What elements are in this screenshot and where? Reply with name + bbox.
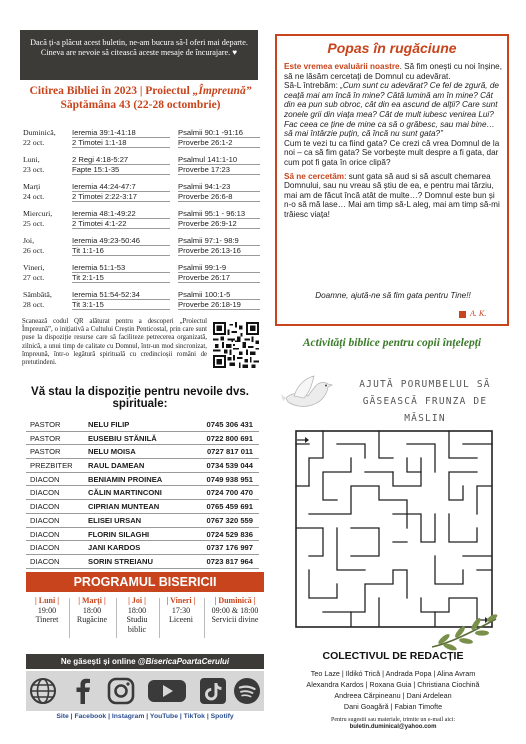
reading-psalms: Psalmii 100:1-5 Proverbe 26:18-19 xyxy=(178,290,260,310)
reading-primary: Ieremia 48:1-49:22 2 Timotei 4:1-22 xyxy=(72,209,170,229)
program-item: | Vineri | 17:30 Liceeni xyxy=(166,596,196,625)
reading-psalms: Psalmii 90:1 -91:16 Proverbe 26:1-2 xyxy=(178,128,260,148)
prayer-signature: A. K. xyxy=(470,309,487,318)
program-title: PROGRAMUL BISERICII xyxy=(26,572,264,592)
phone-number[interactable]: 0727 817 011 xyxy=(206,447,253,457)
reading-psalms: Psalmii 97:1- 98:9 Proverbe 26:13-16 xyxy=(178,236,260,256)
program-item: | Marți | 18:00 Rugăcine xyxy=(76,596,108,625)
prayer-body xyxy=(284,62,502,220)
olive-branch-icon xyxy=(430,613,500,651)
kids-title: Activități biblice pentru copii înțelepți xyxy=(302,337,482,349)
tiktok-icon[interactable] xyxy=(198,676,228,706)
maze-title: AJUTĂ PORUMBELUL SĂ GĂSEASCĂ FRUNZA DE MĂSLIN xyxy=(359,379,491,424)
day-label: Vineri, 27 oct. xyxy=(23,263,45,282)
reading-primary: Ieremia 51:1-53 Tit 2:1-15 xyxy=(72,263,170,283)
maze-puzzle[interactable] xyxy=(295,430,493,628)
reading-week: Săptămâna 43 (22-28 octombrie) xyxy=(60,99,221,111)
team-line: Alexandra Kardos | Roxana Guia | Christiana Ciochină xyxy=(306,680,480,689)
contact-row: DIACON BENIAMIN PROINEA 0749 938 951 xyxy=(26,473,259,487)
contact-email[interactable]: buletin.duminical@yahoo.com xyxy=(349,723,437,730)
contact-info: Pentru sugestii sau materiale, trimite un e-mail aici: buletin.duminical@yahoo.com xyxy=(331,717,455,730)
phone-number[interactable]: 0749 938 951 xyxy=(206,474,253,484)
facebook-icon[interactable] xyxy=(68,676,98,706)
program-item: | Joi | 18:00 Studiu biblic xyxy=(126,596,148,634)
phone-number[interactable]: 0737 176 997 xyxy=(206,543,253,553)
contact-list xyxy=(26,418,259,569)
social-handle[interactable]: @BisericaPoartaCerului xyxy=(137,657,230,666)
contact-row: PREZBITER RAUL DAMEAN 0734 539 044 xyxy=(26,459,259,473)
intro-banner: Dacă ți-a plăcut acest buletin, ne-am bucura să-l oferi mai departe. Cineva are nevoie să citească aceste mesaje de încurajare. ♥ xyxy=(20,30,258,80)
online-banner: Ne găsești și online @BisericaPoartaCerului xyxy=(26,654,264,669)
day-label: Duminică, 22 oct. xyxy=(23,128,56,147)
contact-row: PASTOR NELU FILIP 0745 306 431 xyxy=(26,418,259,432)
contact-row: DIACON CIPRIAN MUNTEAN 0765 459 691 xyxy=(26,500,259,514)
phone-number[interactable]: 0723 817 964 xyxy=(206,556,253,566)
instagram-icon[interactable] xyxy=(106,676,136,706)
availability-title: Vă stau la dispoziție pentru nevoile dvs. spirituale: xyxy=(31,386,249,410)
reading-psalms: Psalmii 95:1 - 96:13 Proverbe 26:9-12 xyxy=(178,209,260,229)
contact-row: DIACON CĂLIN MARTINCONI 0724 700 470 xyxy=(26,486,259,500)
signature-mark xyxy=(459,311,466,318)
reading-title: Citirea Bibliei în 2023 | Proiectul „Împreună” xyxy=(29,85,252,97)
contact-row: DIACON SORIN STREIANU 0723 817 964 xyxy=(26,555,259,569)
program-item: | Luni | 19:00 Tineret xyxy=(35,596,59,625)
contact-row: DIACON FLORIN SILAGHI 0724 529 836 xyxy=(26,528,259,542)
phone-number[interactable]: 0722 800 691 xyxy=(206,433,253,443)
reading-psalms: Psalmii 99:1-9 Proverbe 26:17 xyxy=(178,263,260,283)
spotify-icon[interactable] xyxy=(232,676,262,706)
social-icons xyxy=(26,671,264,711)
team-title: COLECTIVUL DE REDACȚIE xyxy=(322,650,464,662)
day-label: Luni, 23 oct. xyxy=(23,155,45,174)
qr-description: Scanează codul QR alăturat pentru a descoperi „Proiectul Împreună”, o inițiativă a Cultului Creștin Penticostal, prin care sunt puse la dispoziție resurse care să faciliteze petrecerea organizată, zilnică, a unui timp de calitate cu Domnul, într-un mod sincronizat, împreună, într-o legătură spirituală cu credincioșii români de pretutindeni. xyxy=(22,318,207,367)
reading-primary: 2 Regi 4:18-5:27 Fapte 15:1-35 xyxy=(72,155,170,175)
day-label: Joi, 26 oct. xyxy=(23,236,45,255)
qr-code-icon[interactable] xyxy=(213,322,259,368)
phone-number[interactable]: 0724 700 470 xyxy=(206,488,253,498)
day-label: Marți 24 oct. xyxy=(23,182,45,201)
team-list xyxy=(270,668,516,712)
reading-psalms: Psalmul 141:1-10 Proverbe 17:23 xyxy=(178,155,260,175)
team-line: Teo Laze | Ildikó Trică | Andrada Popa | Alina Avram xyxy=(310,669,476,678)
program-item: | Duminică | 09:00 & 18:00 Servicii divine xyxy=(211,596,259,625)
phone-number[interactable]: 0765 459 691 xyxy=(206,502,253,512)
prayer-paragraph: Este vremea evaluării noastre. Să fim onești cu noi înșine, să ne lăsăm cercetați de Domnul cu adevărat. xyxy=(284,62,503,81)
phone-number[interactable]: 0724 529 836 xyxy=(206,529,253,539)
contact-row: DIACON ELISEI URSAN 0767 320 559 xyxy=(26,514,259,528)
prayer-paragraph: Cum te vezi tu ca fiind gata? Ce crezi că vrea Domnul de la noi – ca să fim gata? Se vorbește mult despre a fi gata, dar cum pot fi gata în orice clipă? xyxy=(284,138,500,167)
dove-icon xyxy=(280,372,334,420)
phone-number[interactable]: 0734 539 044 xyxy=(206,461,253,471)
prayer-paragraph: Să-L întrebăm: „Cum sunt cu adevărat? Ce fel de zgură, de ceață mai am încă în mine? Câtă lumină am în mine? Cât din ea pun sub obroc, cât din ea ascund de alții? Care sunt zonele grii din viața mea? Cât de mult iubesc venirea Lui? Fac ceea ce ține de mine ca să o grăbesc, sau mai bine… să mai întârzie puțin, că încă nu sunt gata?” xyxy=(284,81,499,139)
prayer-closing: Doamne, ajută-ne să fim gata pentru Tine!! xyxy=(315,291,471,300)
team-line: Andreea Cărpineanu | Dani Ardelean xyxy=(334,691,452,700)
contact-row: DIACON JANI KARDOS 0737 176 997 xyxy=(26,541,259,555)
contact-row: PASTOR NELU MOISA 0727 817 011 xyxy=(26,445,259,459)
day-label: Miercuri, 25 oct. xyxy=(23,209,53,228)
phone-number[interactable]: 0767 320 559 xyxy=(206,515,253,525)
social-links[interactable]: Site | Facebook | Instagram | YouTube | TikTok | Spotify xyxy=(56,713,234,720)
prayer-paragraph: Să ne cercetăm: sunt gata să aud si să ascult chemarea Domnului, sau nu vreau să știu de ea, e pentru mai târziu, mai am de făcut încă atât de multe…? Domnul este bun și n-o să mă lase… Mai am timp să-L aleg, mai am timp să-mi trăiesc viața! xyxy=(284,171,500,219)
contact-row: PASTOR EUSEBIU STĂNILĂ 0722 800 691 xyxy=(26,432,259,446)
youtube-icon[interactable] xyxy=(147,676,187,706)
reading-primary: Ieremia 39:1-41:18 2 Timotei 1:1-18 xyxy=(72,128,170,148)
prayer-title: Popas în rugăciune xyxy=(327,40,457,56)
day-label: Sâmbătă, 28 oct. xyxy=(23,290,52,309)
reading-psalms: Psalmii 94:1-23 Proverbe 26:6-8 xyxy=(178,182,260,202)
reading-primary: Ieremia 49:23-50:46 Tit 1:1-16 xyxy=(72,236,170,256)
phone-number[interactable]: 0745 306 431 xyxy=(206,420,253,429)
team-line: Dani Goagără | Fabian Timofte xyxy=(343,702,443,711)
reading-primary: Ieremia 51:54-52:34 Tit 3:1-15 xyxy=(72,290,170,310)
globe-icon[interactable] xyxy=(28,676,58,706)
reading-primary: Ieremia 44:24-47:7 2 Timotei 2:22-3:17 xyxy=(72,182,170,202)
